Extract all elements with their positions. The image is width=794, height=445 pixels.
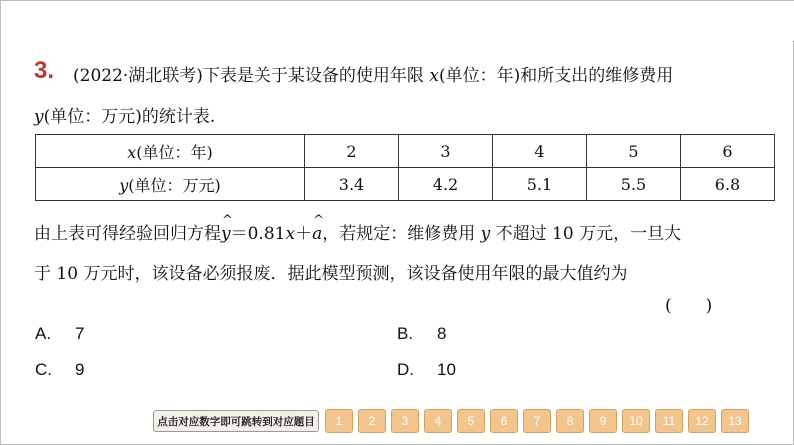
nav-hint: 点击对应数字即可跳转到对应题目 <box>153 410 319 432</box>
question-line-2 <box>34 102 215 127</box>
top-bar <box>1 1 794 41</box>
nav-button-4[interactable]: 4 <box>424 409 452 433</box>
table-row-x <box>36 135 775 168</box>
nav-button-12[interactable]: 12 <box>688 409 716 433</box>
nav-button-5[interactable]: 5 <box>457 409 485 433</box>
table-cell: 3.4 <box>305 168 399 201</box>
nav-button-7[interactable]: 7 <box>523 409 551 433</box>
question-line-1 <box>73 61 673 86</box>
nav-button-13[interactable]: 13 <box>721 409 749 433</box>
nav-button-8[interactable]: 8 <box>556 409 584 433</box>
answer-blank: ( ) <box>665 296 713 316</box>
statistics-table <box>35 134 775 201</box>
nav-button-1[interactable]: 1 <box>325 409 353 433</box>
hat-mark: ^ <box>313 213 324 228</box>
question-nav <box>153 408 754 434</box>
var-y-rule: y <box>480 224 491 244</box>
eq-plus: ＋ <box>295 224 313 244</box>
rule-text: ，若规定：维修费用 <box>322 224 476 244</box>
a-hat: ^ a <box>312 213 324 244</box>
question-line-3 <box>34 213 682 244</box>
rule-text-cont: 不超过 10 万元，一旦大 <box>495 224 682 244</box>
table-cell: 4 <box>493 135 587 168</box>
equation-intro: 由上表可得经验回归方程 <box>34 224 221 244</box>
option-c[interactable]: C. 9 <box>35 360 85 379</box>
table-cell: 3 <box>399 135 493 168</box>
table-row-y <box>36 168 775 201</box>
table-cell: 6.8 <box>681 168 775 201</box>
hat-mark: ^ <box>222 213 233 228</box>
table-cell: 6 <box>681 135 775 168</box>
source-and-intro: (2022·湖北联考)下表是关于某设备的使用年限 <box>73 66 424 86</box>
nav-button-6[interactable]: 6 <box>490 409 518 433</box>
table-cell: 5 <box>587 135 681 168</box>
question-line-4: 于 10 万元时，该设备必须报废．据此模型预测，该设备使用年限的最大值约为 <box>34 264 628 284</box>
eq-var-x: x <box>285 224 296 244</box>
nav-button-9[interactable]: 9 <box>589 409 617 433</box>
row-header-y: y(单位：万元) <box>36 168 305 201</box>
table-cell: 5.1 <box>493 168 587 201</box>
table-cell: 4.2 <box>399 168 493 201</box>
row-header-x: x(单位：年) <box>36 135 305 168</box>
option-a[interactable]: A. 7 <box>35 324 85 343</box>
option-b[interactable]: B. 8 <box>397 324 447 343</box>
intro-cont: (单位：年)和所支出的维修费用 <box>438 66 674 86</box>
nav-button-11[interactable]: 11 <box>655 409 683 433</box>
equation-coef: ＝0.81 <box>230 224 286 244</box>
nav-button-10[interactable]: 10 <box>622 409 650 433</box>
var-y: y <box>34 107 44 127</box>
table-cell: 2 <box>305 135 399 168</box>
option-d[interactable]: D. 10 <box>397 360 456 379</box>
question-number: 3. <box>34 57 55 84</box>
y-hat: ^ y <box>221 213 233 244</box>
nav-button-3[interactable]: 3 <box>391 409 419 433</box>
nav-button-2[interactable]: 2 <box>358 409 386 433</box>
var-x: x <box>429 66 439 86</box>
intro-end: (单位：万元)的统计表. <box>43 107 216 127</box>
table-cell: 5.5 <box>587 168 681 201</box>
